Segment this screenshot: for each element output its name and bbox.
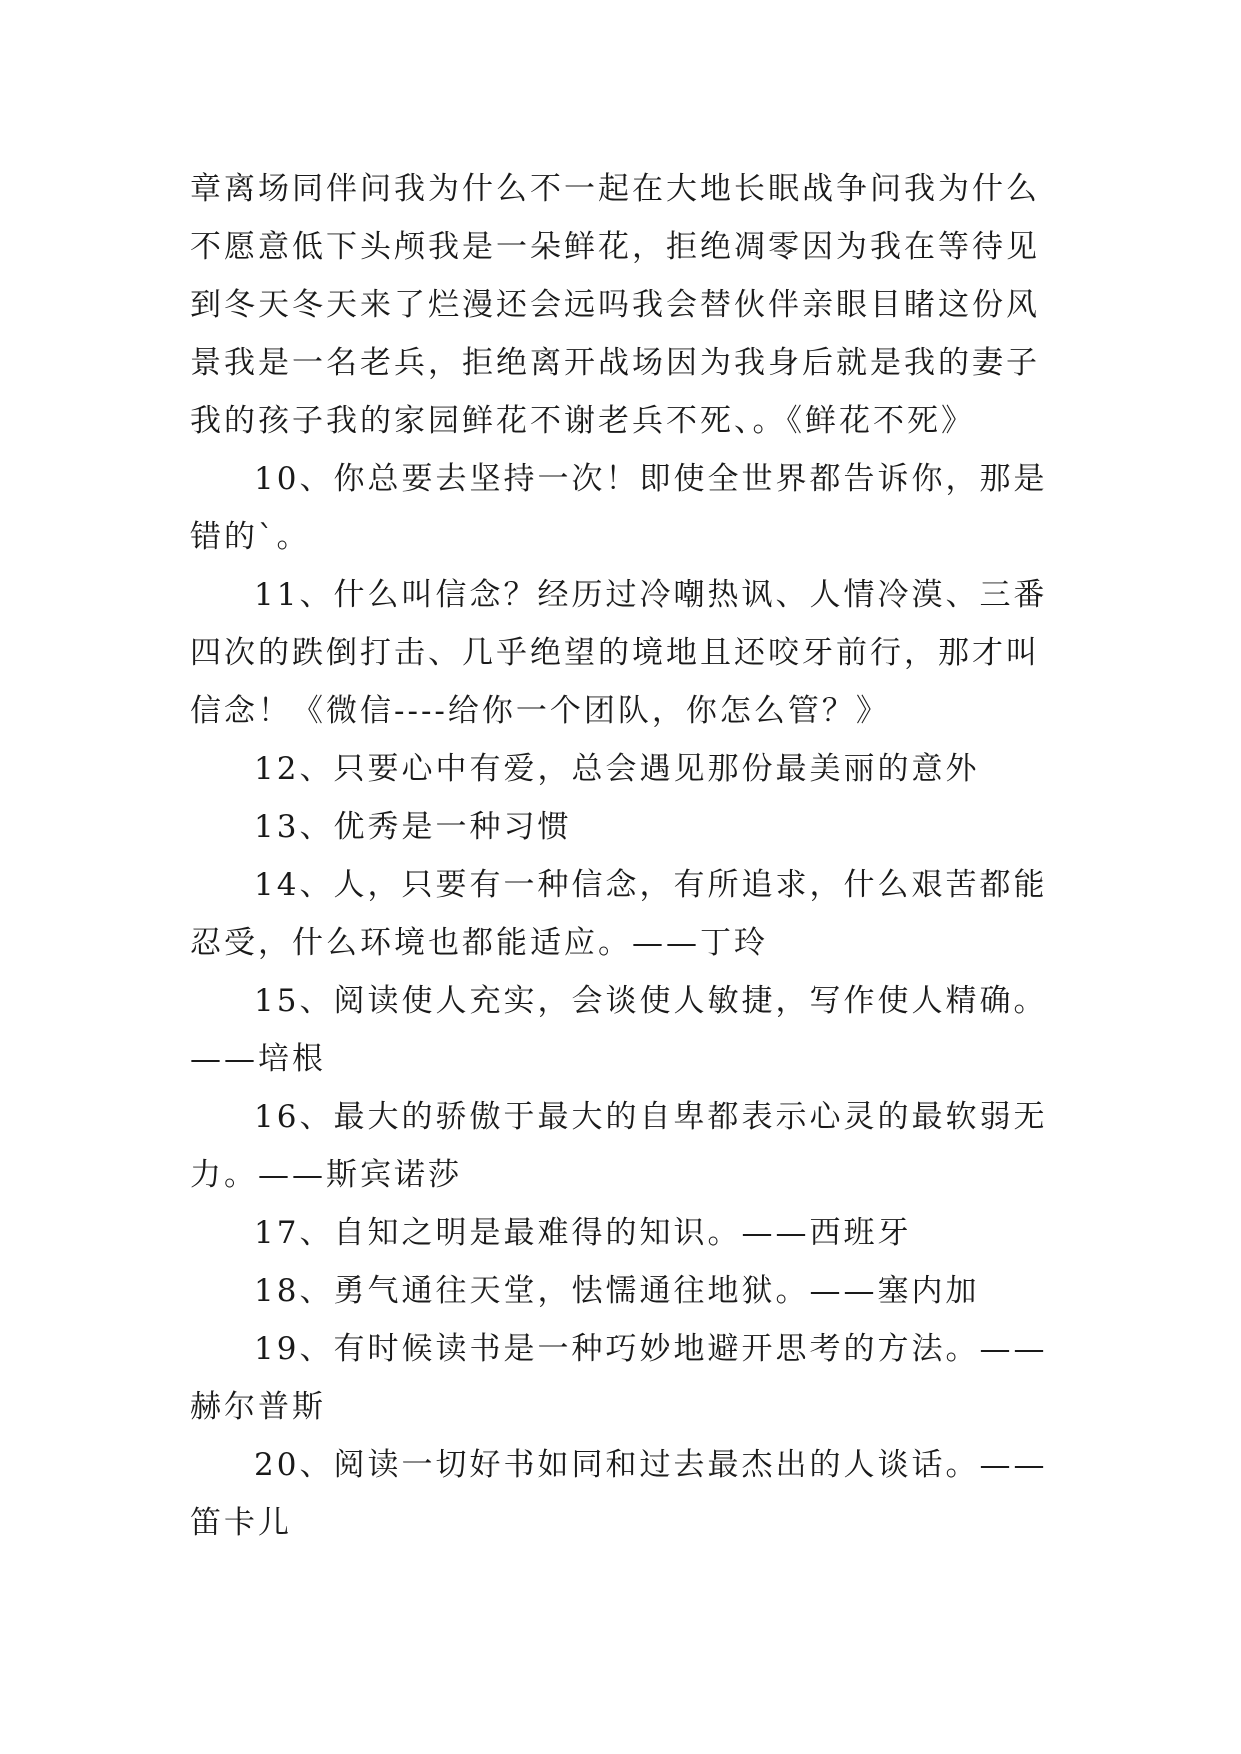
- quote-12: 12、只要心中有爱，总会遇见那份最美丽的意外: [254, 751, 980, 787]
- quote-19: 19、有时候读书是一种巧妙地避开思考的方法。——赫尔普斯: [190, 1331, 1048, 1425]
- quote-11: 11、什么叫信念？经历过冷嘲热讽、人情冷漠、三番四次的跌倒打击、几乎绝望的境地且还咬牙前行，那才叫信念！《微信----给你一个团队，你怎么管？》: [190, 577, 1048, 729]
- quote-20: 20、阅读一切好书如同和过去最杰出的人谈话。——笛卡儿: [190, 1447, 1048, 1541]
- quote-10: 10、你总要去坚持一次！即使全世界都告诉你，那是错的`。: [190, 461, 1048, 555]
- quote-13: 13、优秀是一种习惯: [254, 809, 572, 845]
- quote-17: 17、自知之明是最难得的知识。——西班牙: [254, 1215, 912, 1251]
- quote-18: 18、勇气通往天堂，怯懦通往地狱。——塞内加: [254, 1273, 980, 1309]
- quote-16: 16、最大的骄傲于最大的自卑都表示心灵的最软弱无力。——斯宾诺莎: [190, 1099, 1048, 1193]
- document-body: [190, 160, 1070, 1552]
- paragraph-continuation: 章离场同伴问我为什么不一起在大地长眠战争问我为什么不愿意低下头颅我是一朵鲜花，拒绝凋零因为我在等待见到冬天冬天来了烂漫还会远吗我会替伙伴亲眼目睹这份风景我是一名老兵，拒绝离开战场因为我身后就是我的妻子我的孩子我的家园鲜花不谢老兵不死、。《鲜花不死》: [190, 171, 1040, 439]
- quote-14: 14、人，只要有一种信念，有所追求，什么艰苦都能忍受，什么环境也都能适应。——丁玲: [190, 867, 1048, 961]
- quote-15: 15、阅读使人充实，会谈使人敏捷，写作使人精确。——培根: [190, 983, 1048, 1077]
